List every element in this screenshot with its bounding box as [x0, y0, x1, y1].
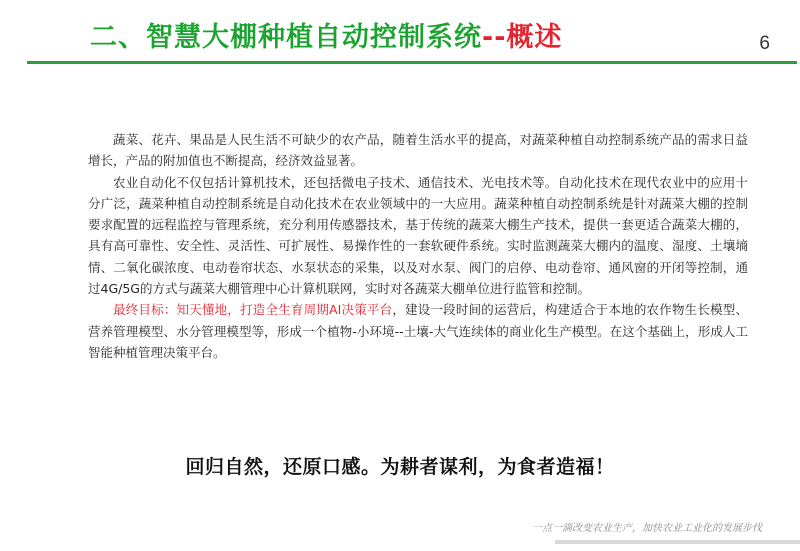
- body-content: [88, 129, 748, 363]
- footer-divider: [555, 540, 800, 544]
- title-suffix: --概述: [482, 22, 563, 53]
- paragraph-intro: 蔬菜、花卉、果品是人民生活不可缺少的农产品，随着生活水平的提高，对蔬菜种植自动控制系统产品的需求日益增长，产品的附加值也不断提高，经济效益显著。: [88, 132, 748, 169]
- footer-tagline: 一点一滴改变农业生产，加快农业工业化的发展步伐: [532, 523, 762, 534]
- page-title: [90, 18, 562, 58]
- goal-label: 最终目标：知天懂地，打造全生育周期AI决策平台: [113, 302, 393, 318]
- slogan: 回归自然，还原口感。为耕者谋利，为食者造福！: [185, 456, 615, 478]
- goal-text: ，建设一段时间的运营后，构建适合于本地的农作物生长模型、营养管理模型、水分管理模型等，形成一个植物-小环境--土壤-大气连续体的商业化生产模型。在这个基础上，形成人工智能种植管理决策平台。: [88, 302, 748, 360]
- page-number: 6: [759, 33, 770, 54]
- header-divider: [27, 61, 797, 64]
- paragraph-automation: 农业自动化不仅包括计算机技术，还包括微电子技术、通信技术、光电技术等。自动化技术在现代农业中的应用十分广泛，蔬菜种植自动控制系统是自动化技术在农业领域中的一大应用。蔬菜种植自动控制系统是针对蔬菜大棚的控制要求配置的远程监控与管理系统，充分利用传感器技术，基于传统的蔬菜大棚生产技术，提供一套更适合蔬菜大棚的，具有高可靠性、安全性、灵活性、可扩展性、易操作性的一套软硬件系统。实时监测蔬菜大棚内的温度、湿度、土壤墒情、二氧化碳浓度、电动卷帘状态、水泵状态的采集，以及对水泵、阀门的启停、电动卷帘、通风窗的开闭等控制，通过4G/5G的方式与蔬菜大棚管理中心计算机联网，实时对各蔬菜大棚单位进行监管和控制。: [88, 174, 748, 297]
- paragraph-goal: [88, 299, 748, 363]
- title-main: 二、智慧大棚种植自动控制系统: [90, 22, 482, 53]
